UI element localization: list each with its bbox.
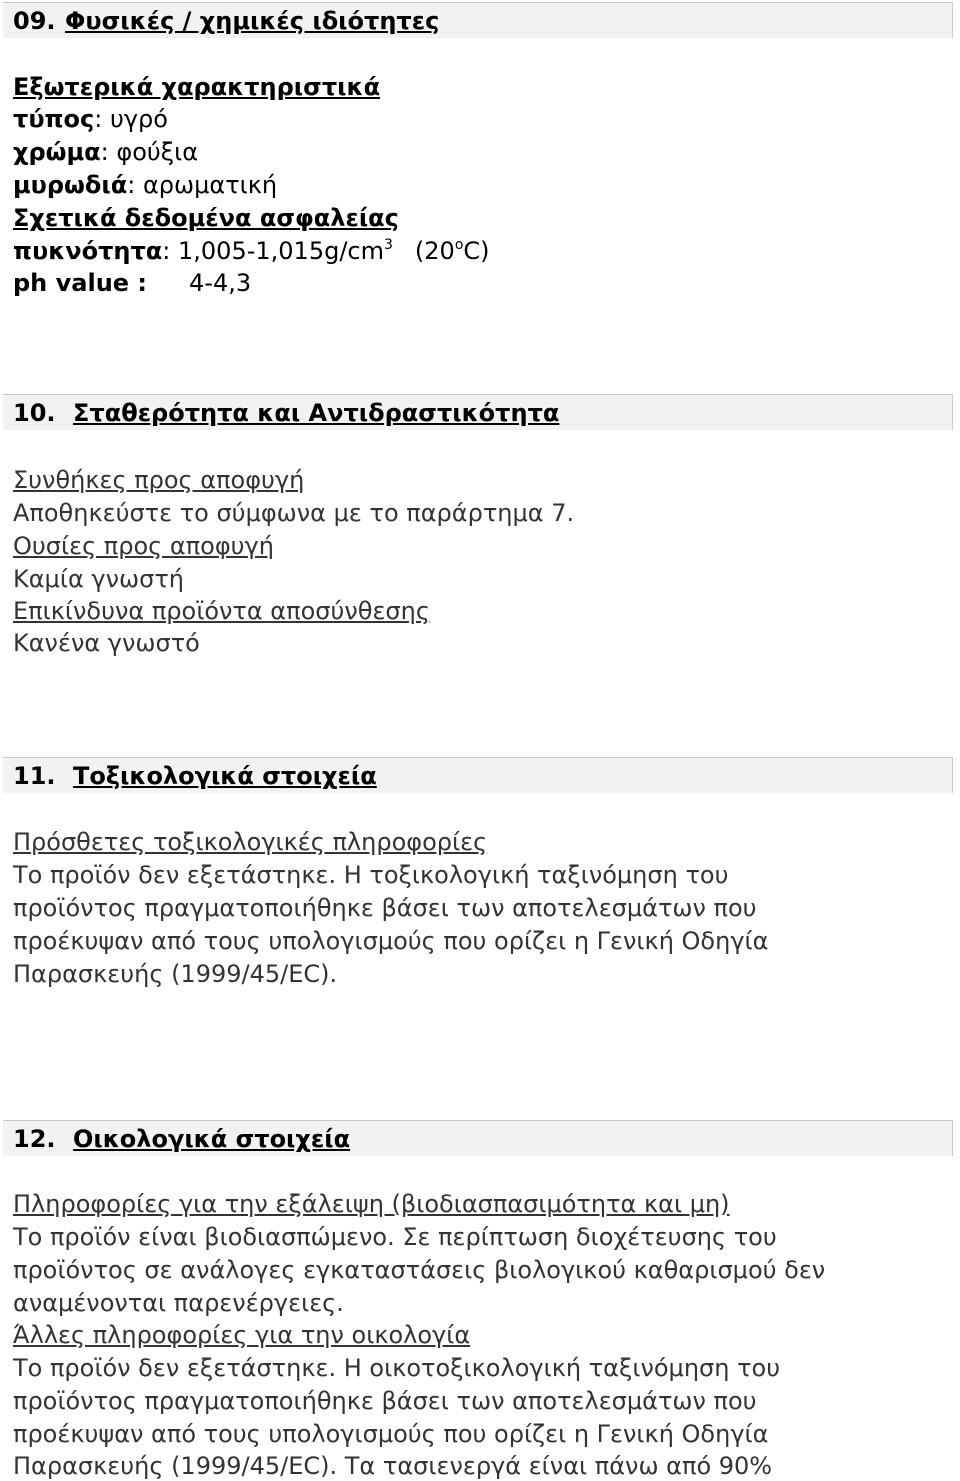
ecology-text-line: προϊόντος σε ανάλογες εγκαταστάσεις βιολογικού καθαρισμού δεν	[13, 1256, 826, 1284]
conditions-to-avoid-text: Αποθηκεύστε το σύμφωνα με το παράρτημα 7.	[13, 499, 575, 527]
section-12-header	[3, 1120, 953, 1156]
section-10-number: 10.	[13, 399, 56, 427]
toxicology-text-line: Το προϊόν δεν εξετάστηκε. Η τοξικολογική ταξινόμηση του	[13, 861, 729, 889]
ph-value: 4-4,3	[189, 269, 252, 297]
section-11-header	[3, 757, 953, 793]
section-11-title: Τοξικολογικά στοιχεία	[73, 762, 377, 790]
section-09-header	[3, 2, 953, 38]
ecology-text-line: Το προϊόν είναι βιοδιασπώμενο. Σε περίπτωση διοχέτευσης του	[13, 1223, 777, 1251]
type-value: : υγρό	[94, 105, 168, 133]
odor-label: μυρωδιά	[13, 171, 128, 199]
section-11-number: 11.	[13, 762, 56, 790]
section-12-title: Οικολογικά στοιχεία	[73, 1125, 351, 1153]
external-characteristics-heading: Εξωτερικά χαρακτηριστικά	[13, 73, 381, 101]
ph-label: ph value :	[13, 269, 148, 297]
toxicology-text-line: προϊόντος πραγματοποιήθηκε βάσει των αποτελεσμάτων που	[13, 894, 757, 922]
color-row	[13, 137, 198, 167]
type-row	[13, 104, 168, 134]
section-12-number: 12.	[13, 1125, 56, 1153]
ecology-text-line: Το προϊόν δεν εξετάστηκε. Η οικοτοξικολογική ταξινόμηση του	[13, 1354, 781, 1382]
ecology-text-line: προϊόντος πραγματοποιήθηκε βάσει των αποτελεσμάτων που	[13, 1387, 757, 1415]
ecology-text-line: Παρασκευής (1999/45/EC). Τα τασιενεργά είναι πάνω από 90%	[13, 1452, 773, 1480]
conditions-to-avoid-heading: Συνθήκες προς αποφυγή	[13, 466, 305, 494]
materials-to-avoid-heading: Ουσίες προς αποφυγή	[13, 532, 274, 560]
section-09-title: Φυσικές / χημικές ιδιότητες	[65, 7, 440, 35]
other-ecology-info-heading: Άλλες πληροφορίες για την οικολογία	[13, 1321, 471, 1349]
decomposition-products-text: Κανένα γνωστό	[13, 629, 200, 657]
section-09-number: 09.	[13, 7, 56, 35]
color-label: χρώμα	[13, 138, 101, 166]
density-label: πυκνότητα	[13, 237, 163, 265]
materials-to-avoid-text: Καμία γνωστή	[13, 565, 184, 593]
density-row	[13, 236, 490, 266]
odor-row	[13, 170, 277, 200]
ecology-text-line: προέκυψαν από τους υπολογισμούς που ορίζει η Γενική Οδηγία	[13, 1420, 769, 1448]
toxicology-text-line: Παρασκευής (1999/45/EC).	[13, 960, 338, 988]
density-value: : 1,005-1,015g/cm	[162, 237, 384, 265]
density-unit-exponent: 3	[383, 237, 393, 253]
toxicology-info-heading: Πρόσθετες τοξικολογικές πληροφορίες	[13, 828, 488, 856]
ecology-text-line: αναμένονται παρενέργειες.	[13, 1289, 344, 1317]
type-label: τύπος	[13, 105, 95, 133]
toxicology-text-line: προέκυψαν από τους υπολογισμούς που ορίζει η Γενική Οδηγία	[13, 927, 769, 955]
odor-value: : αρωματική	[127, 171, 278, 199]
color-value: : φούξια	[100, 138, 199, 166]
section-10-header	[3, 394, 953, 430]
decomposition-products-heading: Επικίνδυνα προϊόντα αποσύνθεσης	[13, 597, 430, 625]
elimination-info-heading: Πληροφορίες για την εξάλειψη (βιοδιασπασιμότητα και μη)	[13, 1190, 730, 1218]
section-10-title: Σταθερότητα και Αντιδραστικότητα	[73, 399, 560, 427]
safety-data-heading: Σχετικά δεδομένα ασφαλείας	[13, 204, 399, 232]
ph-row	[13, 268, 251, 298]
density-temperature: (20$^o$C)	[414, 237, 490, 265]
